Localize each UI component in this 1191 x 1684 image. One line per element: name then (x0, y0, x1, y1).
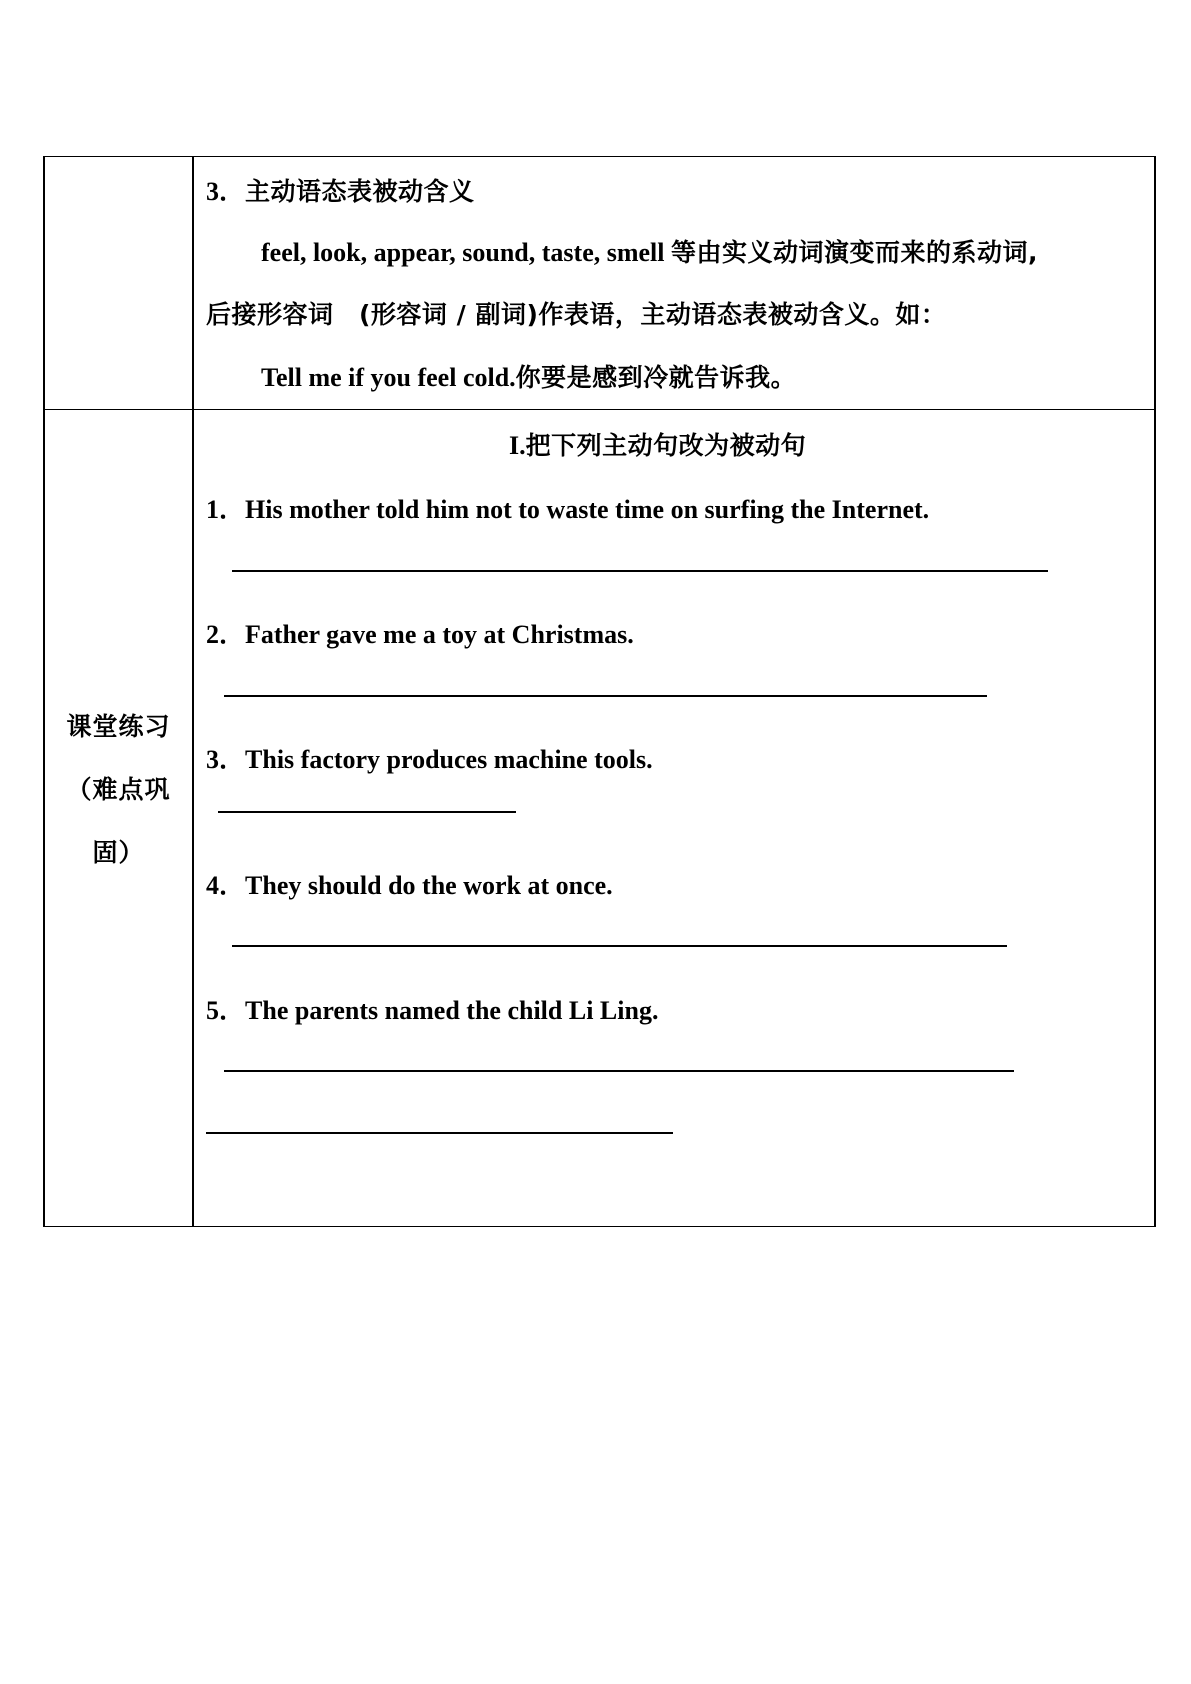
exercise-item-2-number: 2． (206, 620, 246, 649)
exercise-item-4-sentence: They should do the work at once. (245, 871, 613, 900)
grammar-line-2 (206, 295, 946, 331)
exercise-item-1-sentence: His mother told him not to waste time on surfing the Internet. (245, 495, 930, 524)
worksheet-table (43, 156, 1156, 1227)
grammar-example-chinese: 你要是感到冷就告诉我。 (515, 363, 797, 392)
exercise-row (45, 409, 1154, 1226)
exercise-label-line-2: （难点巩 (66, 775, 171, 804)
exercise-item-5 (206, 990, 658, 1027)
exercise-label-line-3: 固） (92, 838, 145, 867)
exercise-content-cell (194, 410, 1154, 1226)
exercise-item-5-number: 5． (206, 996, 246, 1025)
answer-line-2[interactable] (224, 695, 987, 697)
exercise-title (509, 426, 806, 462)
grammar-heading-text: 主动语态表被动含义 (245, 177, 475, 206)
answer-line-5b[interactable] (206, 1132, 673, 1134)
exercise-item-5-sentence: The parents named the child Li Ling. (245, 996, 659, 1025)
exercise-label-line-1: 课堂练习 (66, 712, 171, 741)
answer-line-5a[interactable] (224, 1070, 1014, 1072)
grammar-line-1-explanation: 等由实义动词演变而来的系动词, (671, 238, 1038, 267)
exercise-item-3-number: 3． (206, 745, 246, 774)
exercise-item-3-sentence: This factory produces machine tools. (245, 745, 653, 774)
exercise-item-2 (206, 614, 634, 651)
exercise-item-2-sentence: Father gave me a toy at Christmas. (245, 620, 634, 649)
grammar-label-cell (45, 157, 194, 409)
exercise-item-1 (206, 489, 929, 526)
answer-line-3[interactable] (218, 811, 516, 813)
grammar-heading-number: 3． (206, 177, 246, 206)
grammar-line-2-text: 后接形容词 (形容词 / 副词)作表语，主动语态表被动含义。如： (206, 300, 947, 329)
answer-line-1[interactable] (232, 570, 1048, 572)
exercise-title-text: 把下列主动句改为被动句 (525, 431, 807, 460)
grammar-line-1-verbs: feel, look, appear, sound, taste, smell (261, 238, 671, 267)
answer-line-4[interactable] (232, 945, 1007, 947)
exercise-item-1-number: 1． (206, 495, 246, 524)
grammar-line-1 (261, 233, 1038, 269)
exercise-label-cell (45, 410, 194, 1226)
grammar-content-cell (194, 157, 1154, 409)
exercise-title-numeral: I. (509, 431, 526, 460)
exercise-item-4 (206, 865, 613, 902)
grammar-example (261, 358, 796, 394)
grammar-heading (206, 171, 475, 208)
grammar-row (45, 157, 1154, 409)
grammar-example-english: Tell me if you feel cold. (261, 363, 516, 392)
exercise-item-3 (206, 739, 653, 776)
exercise-item-4-number: 4． (206, 871, 246, 900)
